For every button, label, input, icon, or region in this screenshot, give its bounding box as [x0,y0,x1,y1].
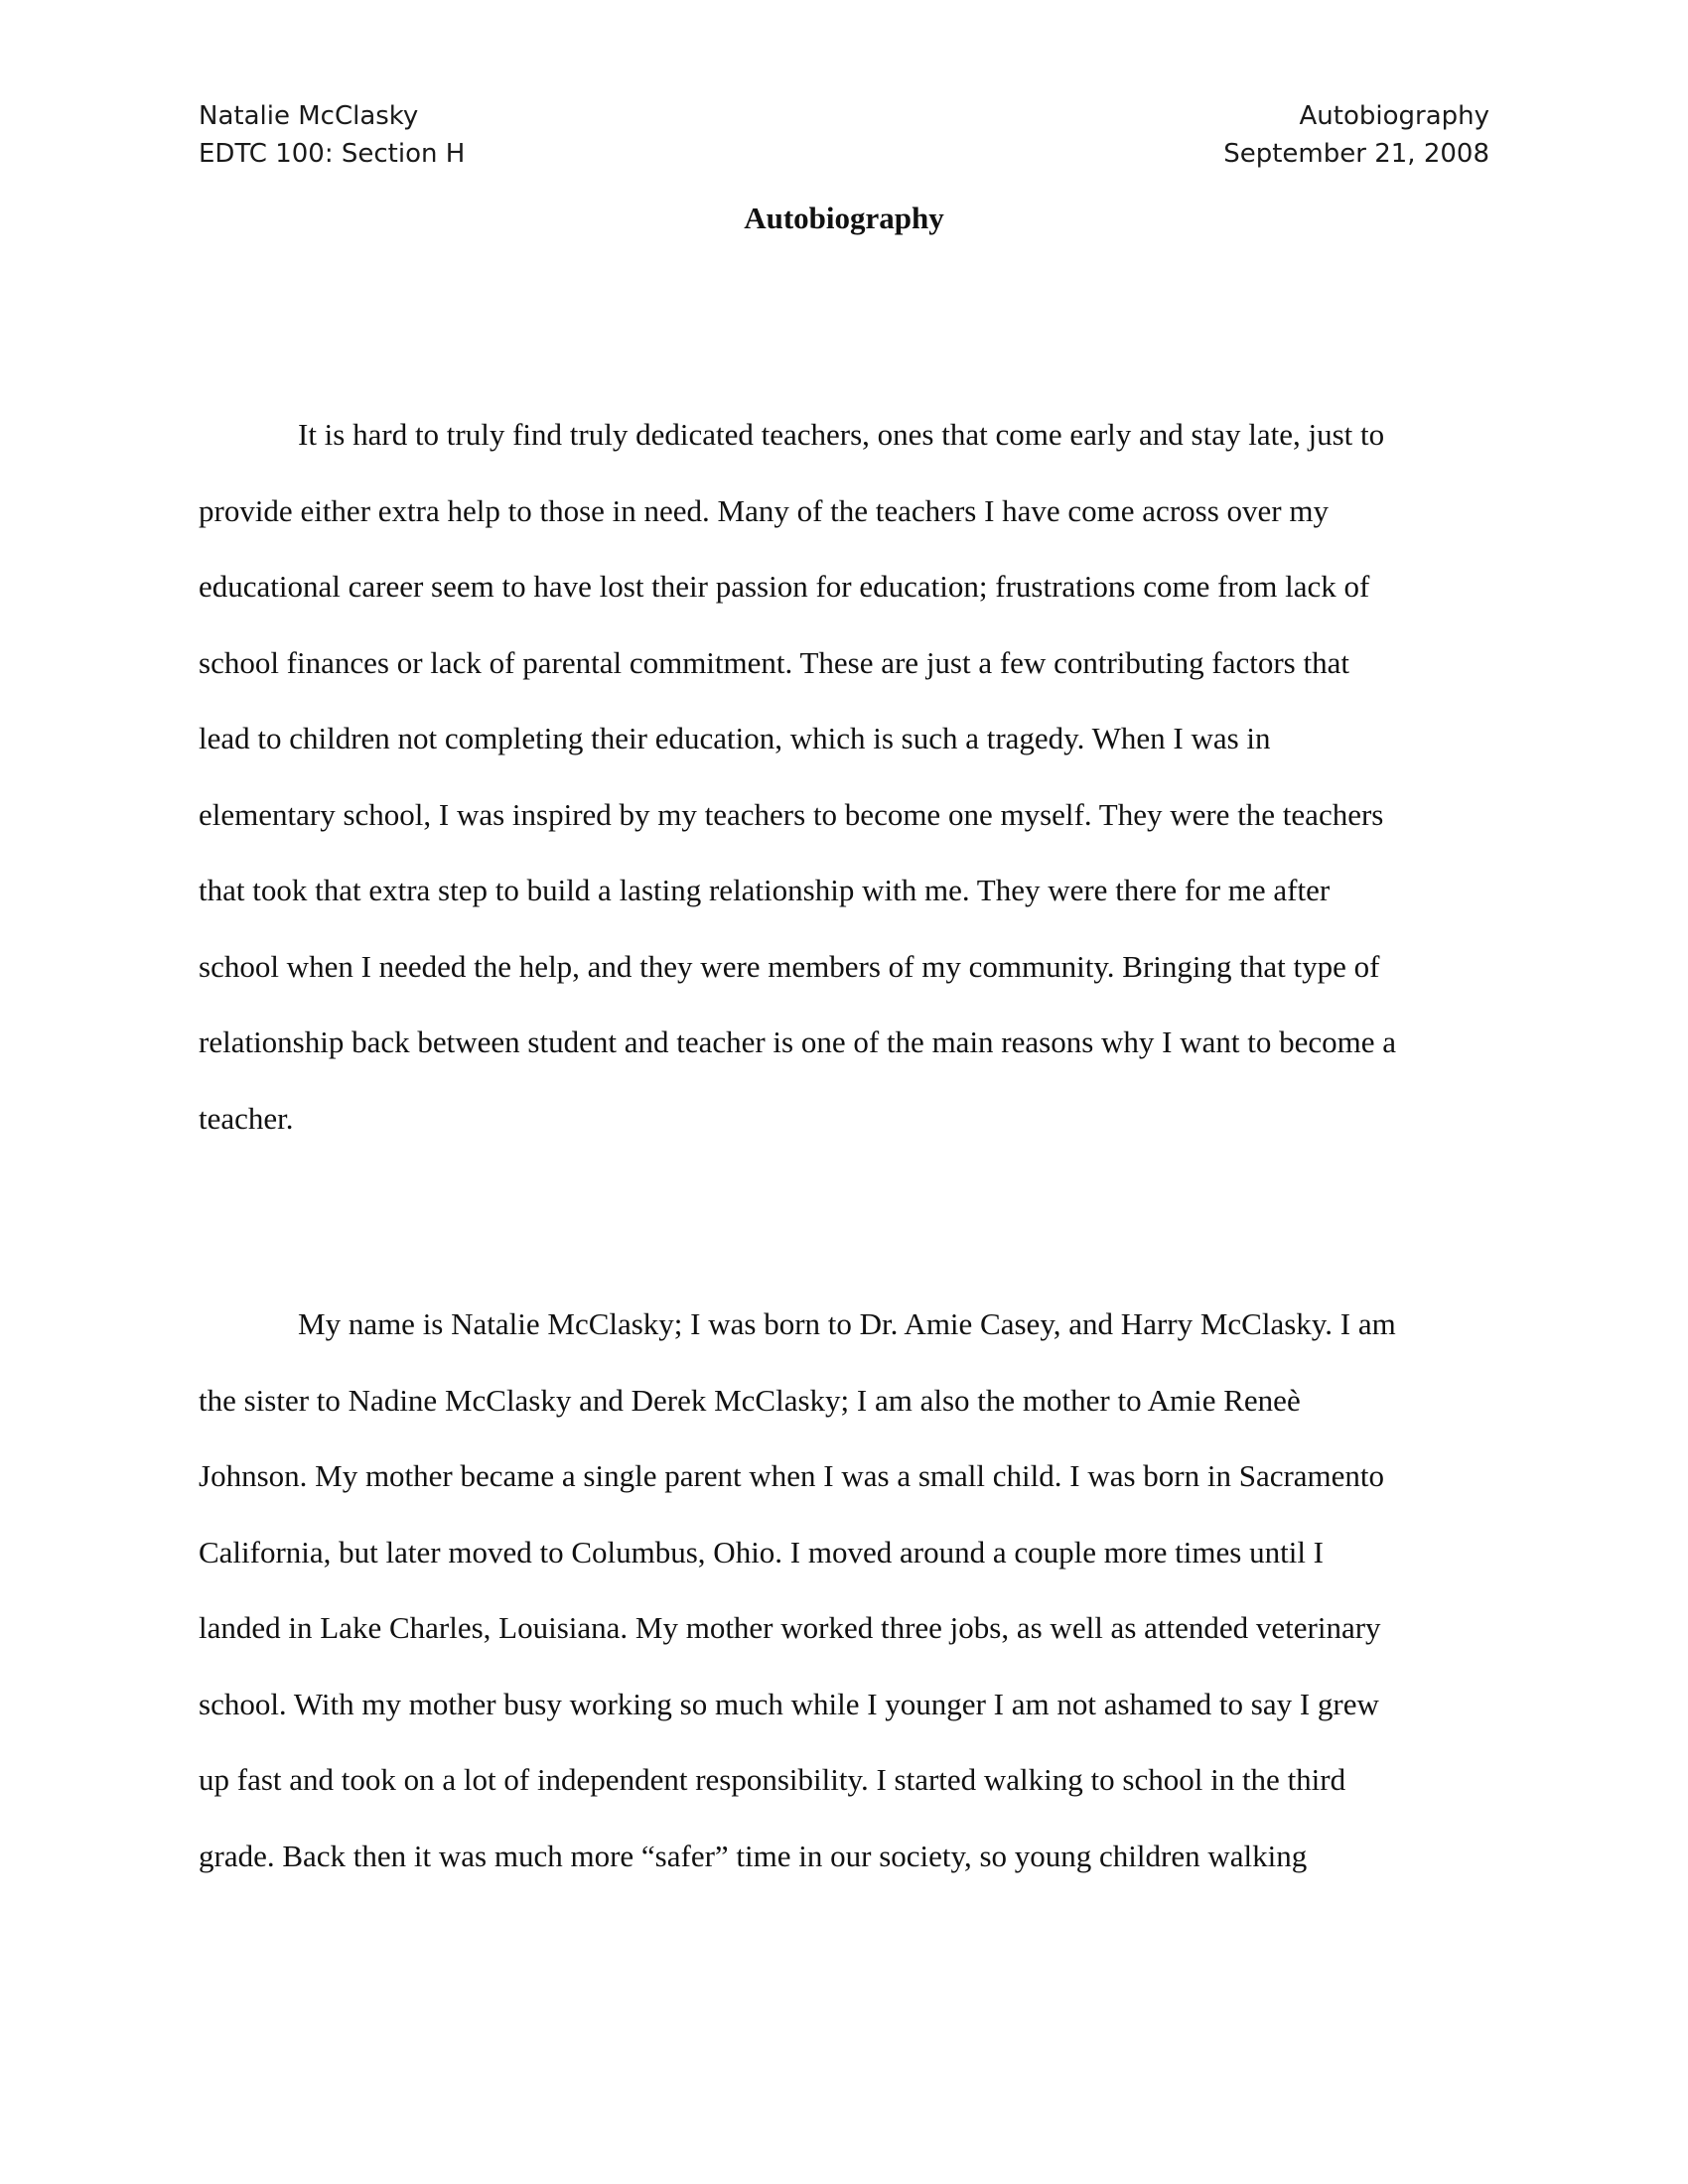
text-line: provide either extra help to those in need. Many of the teachers I have come across over my [199,492,1329,528]
text-line: that took that extra step to build a lasting relationship with me. They were there for me after [199,873,1331,907]
header-right-block [1223,97,1489,173]
text-line: school. With my mother busy working so much while I younger I am not ashamed to say I grew [199,1686,1379,1721]
text-line: school when I needed the help, and they were members of my community. Bringing that type of [199,948,1380,984]
body-paragraph-1 [199,397,1489,1157]
text-line: Johnson. My mother became a single parent when I was a small child. I was born in Sacramento [199,1458,1385,1493]
text-line: up fast and took on a lot of independent responsibility. I started walking to school in the third [199,1762,1346,1797]
text-line: California, but later moved to Columbus, Ohio. I moved around a couple more times until I [199,1534,1324,1570]
text-line: My name is Natalie McClasky; I was born to Dr. Amie Casey, and Harry McClasky. I am [298,1306,1396,1341]
course-section: EDTC 100: Section H [199,139,466,169]
document-title: Autobiography [744,201,944,235]
text-line: school finances or lack of parental commitment. These are just a few contributing factors that [199,644,1349,680]
text-line: educational career seem to have lost their passion for education; frustrations come from lack of [199,569,1370,604]
text-line: lead to children not completing their education, which is such a tragedy. When I was in [199,721,1271,755]
text-line: elementary school, I was inspired by my teachers to become one myself. They were the teachers [199,796,1384,832]
text-line: landed in Lake Charles, Louisiana. My mother worked three jobs, as well as attended veterinary [199,1610,1381,1645]
text-line: teacher. [199,1100,294,1136]
header-left-block [199,97,465,173]
author-name: Natalie McClasky [199,101,419,131]
body-paragraph-2 [199,1287,1489,1894]
text-line: It is hard to truly find truly dedicated teachers, ones that come early and stay late, just to [298,417,1385,452]
header-doc-type: Autobiography [1299,101,1489,131]
text-line: the sister to Nadine McClasky and Derek McClasky; I am also the mother to Amie Reneè [199,1382,1301,1418]
text-line: relationship back between student and teacher is one of the main reasons why I want to become a [199,1024,1397,1059]
text-line: grade. Back then it was much more “safer” time in our society, so young children walking [199,1838,1308,1873]
header-date: September 21, 2008 [1223,139,1489,169]
